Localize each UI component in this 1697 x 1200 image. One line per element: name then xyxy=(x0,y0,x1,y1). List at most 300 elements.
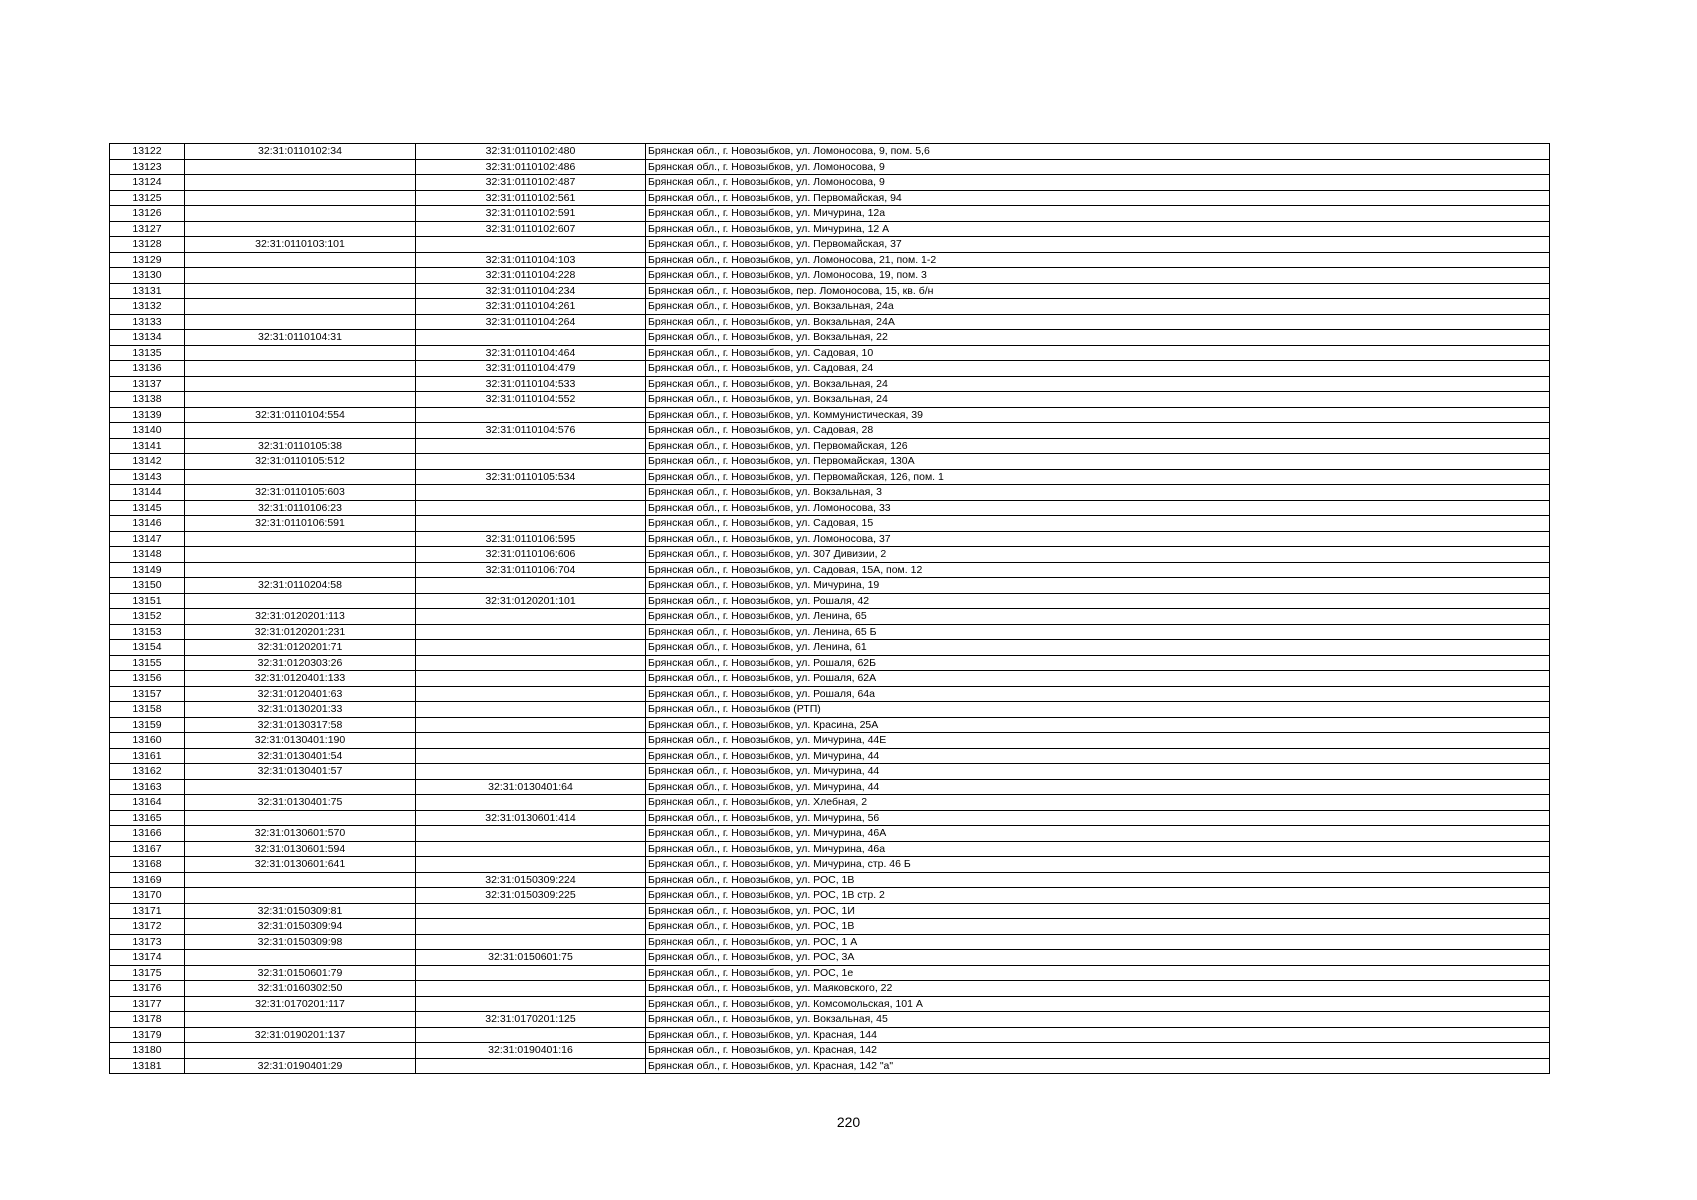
cadastral-number-cell: 32:31:0110104:31 xyxy=(185,330,416,346)
object-cadastral-number-cell xyxy=(416,500,646,516)
cadastral-number-cell xyxy=(185,376,416,392)
cadastral-number-cell xyxy=(185,345,416,361)
object-cadastral-number-cell: 32:31:0110102:591 xyxy=(416,206,646,222)
object-cadastral-number-cell: 32:31:0110106:704 xyxy=(416,562,646,578)
row-number-cell: 13139 xyxy=(110,407,185,423)
object-cadastral-number-cell: 32:31:0110106:606 xyxy=(416,547,646,563)
table-row xyxy=(110,981,1550,997)
table-row xyxy=(110,795,1550,811)
row-number-cell: 13151 xyxy=(110,593,185,609)
cadastral-number-cell xyxy=(185,888,416,904)
address-cell: Брянская обл., г. Новозыбков, ул. Садовая, 28 xyxy=(646,423,1550,439)
address-cell: Брянская обл., г. Новозыбков, ул. Рошаля, 64а xyxy=(646,686,1550,702)
address-cell: Брянская обл., г. Новозыбков, ул. Ломоносова, 21, пом. 1-2 xyxy=(646,252,1550,268)
object-cadastral-number-cell xyxy=(416,438,646,454)
cadastral-number-cell xyxy=(185,283,416,299)
address-cell: Брянская обл., г. Новозыбков, ул. Первомайская, 126 xyxy=(646,438,1550,454)
row-number-cell: 13159 xyxy=(110,717,185,733)
address-cell: Брянская обл., г. Новозыбков, ул. Красная, 144 xyxy=(646,1027,1550,1043)
object-cadastral-number-cell xyxy=(416,965,646,981)
table-row xyxy=(110,733,1550,749)
address-cell: Брянская обл., г. Новозыбков, ул. Ломоносова, 9 xyxy=(646,159,1550,175)
address-cell: Брянская обл., г. Новозыбков, ул. Мичурина, стр. 46 Б xyxy=(646,857,1550,873)
object-cadastral-number-cell xyxy=(416,1058,646,1074)
address-cell: Брянская обл., г. Новозыбков, ул. Вокзальная, 3 xyxy=(646,485,1550,501)
cadastral-number-cell xyxy=(185,392,416,408)
object-cadastral-number-cell xyxy=(416,407,646,423)
row-number-cell: 13176 xyxy=(110,981,185,997)
row-number-cell: 13124 xyxy=(110,175,185,191)
cadastral-number-cell: 32:31:0130601:641 xyxy=(185,857,416,873)
table-row xyxy=(110,841,1550,857)
cadastral-number-cell: 32:31:0170201:117 xyxy=(185,996,416,1012)
row-number-cell: 13136 xyxy=(110,361,185,377)
row-number-cell: 13146 xyxy=(110,516,185,532)
address-cell: Брянская обл., г. Новозыбков, ул. Первомайская, 37 xyxy=(646,237,1550,253)
row-number-cell: 13175 xyxy=(110,965,185,981)
cadastral-number-cell: 32:31:0130601:594 xyxy=(185,841,416,857)
table-row xyxy=(110,454,1550,470)
table-row xyxy=(110,252,1550,268)
table-row xyxy=(110,671,1550,687)
object-cadastral-number-cell xyxy=(416,764,646,780)
object-cadastral-number-cell xyxy=(416,934,646,950)
object-cadastral-number-cell: 32:31:0130601:414 xyxy=(416,810,646,826)
cadastral-number-cell xyxy=(185,252,416,268)
address-cell: Брянская обл., г. Новозыбков, ул. Вокзальная, 24А xyxy=(646,314,1550,330)
cadastral-number-cell: 32:31:0110106:591 xyxy=(185,516,416,532)
table-row xyxy=(110,702,1550,718)
address-cell: Брянская обл., г. Новозыбков, ул. Мичурина, 44Е xyxy=(646,733,1550,749)
cadastral-number-cell: 32:31:0110106:23 xyxy=(185,500,416,516)
table-row xyxy=(110,919,1550,935)
page-number: 220 xyxy=(836,1114,861,1130)
cadastral-number-cell: 32:31:0110103:101 xyxy=(185,237,416,253)
registry-table-body xyxy=(110,144,1550,1074)
row-number-cell: 13170 xyxy=(110,888,185,904)
row-number-cell: 13141 xyxy=(110,438,185,454)
table-row xyxy=(110,190,1550,206)
object-cadastral-number-cell: 32:31:0110104:103 xyxy=(416,252,646,268)
table-row xyxy=(110,438,1550,454)
row-number-cell: 13148 xyxy=(110,547,185,563)
object-cadastral-number-cell: 32:31:0150309:224 xyxy=(416,872,646,888)
table-row xyxy=(110,903,1550,919)
object-cadastral-number-cell xyxy=(416,1027,646,1043)
cadastral-number-cell: 32:31:0130401:54 xyxy=(185,748,416,764)
address-cell: Брянская обл., г. Новозыбков, пер. Ломоносова, 15, кв. б/н xyxy=(646,283,1550,299)
cadastral-number-cell xyxy=(185,268,416,284)
row-number-cell: 13134 xyxy=(110,330,185,346)
table-row xyxy=(110,1058,1550,1074)
cadastral-number-cell xyxy=(185,159,416,175)
object-cadastral-number-cell xyxy=(416,795,646,811)
object-cadastral-number-cell xyxy=(416,733,646,749)
table-row xyxy=(110,1043,1550,1059)
cadastral-number-cell: 32:31:0150601:79 xyxy=(185,965,416,981)
row-number-cell: 13166 xyxy=(110,826,185,842)
row-number-cell: 13132 xyxy=(110,299,185,315)
row-number-cell: 13135 xyxy=(110,345,185,361)
row-number-cell: 13180 xyxy=(110,1043,185,1059)
row-number-cell: 13127 xyxy=(110,221,185,237)
address-cell: Брянская обл., г. Новозыбков, ул. РОС, 3А xyxy=(646,950,1550,966)
cadastral-number-cell: 32:31:0150309:81 xyxy=(185,903,416,919)
object-cadastral-number-cell xyxy=(416,857,646,873)
address-cell: Брянская обл., г. Новозыбков, ул. Мичурина, 46а xyxy=(646,841,1550,857)
cadastral-number-cell xyxy=(185,531,416,547)
object-cadastral-number-cell xyxy=(416,237,646,253)
cadastral-number-cell: 32:31:0110105:38 xyxy=(185,438,416,454)
address-cell: Брянская обл., г. Новозыбков, ул. Мичурина, 56 xyxy=(646,810,1550,826)
address-cell: Брянская обл., г. Новозыбков, ул. Мичурина, 12а xyxy=(646,206,1550,222)
cadastral-number-cell: 32:31:0150309:94 xyxy=(185,919,416,935)
row-number-cell: 13130 xyxy=(110,268,185,284)
object-cadastral-number-cell xyxy=(416,996,646,1012)
address-cell: Брянская обл., г. Новозыбков, ул. Красина, 25А xyxy=(646,717,1550,733)
object-cadastral-number-cell: 32:31:0150309:225 xyxy=(416,888,646,904)
object-cadastral-number-cell xyxy=(416,485,646,501)
cadastral-number-cell xyxy=(185,206,416,222)
address-cell: Брянская обл., г. Новозыбков, ул. Мичурина, 19 xyxy=(646,578,1550,594)
table-row xyxy=(110,593,1550,609)
row-number-cell: 13137 xyxy=(110,376,185,392)
cadastral-number-cell: 32:31:0130201:33 xyxy=(185,702,416,718)
table-row xyxy=(110,268,1550,284)
address-cell: Брянская обл., г. Новозыбков, ул. РОС, 1В xyxy=(646,872,1550,888)
address-cell: Брянская обл., г. Новозыбков, ул. Ломоносова, 33 xyxy=(646,500,1550,516)
row-number-cell: 13167 xyxy=(110,841,185,857)
table-row xyxy=(110,950,1550,966)
address-cell: Брянская обл., г. Новозыбков, ул. Садовая, 15 xyxy=(646,516,1550,532)
address-cell: Брянская обл., г. Новозыбков, ул. Мичурина, 44 xyxy=(646,748,1550,764)
object-cadastral-number-cell: 32:31:0150601:75 xyxy=(416,950,646,966)
cadastral-number-cell: 32:31:0120201:71 xyxy=(185,640,416,656)
cadastral-number-cell xyxy=(185,547,416,563)
cadastral-number-cell: 32:31:0110104:554 xyxy=(185,407,416,423)
table-row xyxy=(110,779,1550,795)
table-row xyxy=(110,686,1550,702)
table-row xyxy=(110,485,1550,501)
cadastral-number-cell xyxy=(185,175,416,191)
object-cadastral-number-cell xyxy=(416,609,646,625)
row-number-cell: 13122 xyxy=(110,144,185,160)
address-cell: Брянская обл., г. Новозыбков, ул. Рошаля, 42 xyxy=(646,593,1550,609)
row-number-cell: 13142 xyxy=(110,454,185,470)
row-number-cell: 13140 xyxy=(110,423,185,439)
object-cadastral-number-cell xyxy=(416,981,646,997)
object-cadastral-number-cell xyxy=(416,826,646,842)
row-number-cell: 13154 xyxy=(110,640,185,656)
object-cadastral-number-cell: 32:31:0120201:101 xyxy=(416,593,646,609)
address-cell: Брянская обл., г. Новозыбков, ул. Садовая, 10 xyxy=(646,345,1550,361)
address-cell: Брянская обл., г. Новозыбков, ул. Вокзальная, 24 xyxy=(646,376,1550,392)
address-cell: Брянская обл., г. Новозыбков (РТП) xyxy=(646,702,1550,718)
cadastral-number-cell xyxy=(185,423,416,439)
table-row xyxy=(110,640,1550,656)
table-row xyxy=(110,361,1550,377)
row-number-cell: 13143 xyxy=(110,469,185,485)
row-number-cell: 13152 xyxy=(110,609,185,625)
object-cadastral-number-cell: 32:31:0110104:479 xyxy=(416,361,646,377)
table-row xyxy=(110,407,1550,423)
table-row xyxy=(110,299,1550,315)
row-number-cell: 13177 xyxy=(110,996,185,1012)
object-cadastral-number-cell: 32:31:0110102:561 xyxy=(416,190,646,206)
row-number-cell: 13168 xyxy=(110,857,185,873)
table-row xyxy=(110,345,1550,361)
row-number-cell: 13150 xyxy=(110,578,185,594)
cadastral-number-cell: 32:31:0130401:75 xyxy=(185,795,416,811)
table-row xyxy=(110,423,1550,439)
cadastral-number-cell: 32:31:0110204:58 xyxy=(185,578,416,594)
object-cadastral-number-cell xyxy=(416,702,646,718)
table-row xyxy=(110,655,1550,671)
table-row xyxy=(110,1012,1550,1028)
table-row xyxy=(110,175,1550,191)
table-row xyxy=(110,159,1550,175)
object-cadastral-number-cell xyxy=(416,903,646,919)
row-number-cell: 13133 xyxy=(110,314,185,330)
cadastral-number-cell: 32:31:0130317:58 xyxy=(185,717,416,733)
address-cell: Брянская обл., г. Новозыбков, ул. Мичурина, 46А xyxy=(646,826,1550,842)
cadastral-number-cell: 32:31:0110105:603 xyxy=(185,485,416,501)
table-row xyxy=(110,283,1550,299)
row-number-cell: 13165 xyxy=(110,810,185,826)
object-cadastral-number-cell xyxy=(416,640,646,656)
object-cadastral-number-cell xyxy=(416,748,646,764)
row-number-cell: 13153 xyxy=(110,624,185,640)
object-cadastral-number-cell: 32:31:0190401:16 xyxy=(416,1043,646,1059)
object-cadastral-number-cell: 32:31:0110104:533 xyxy=(416,376,646,392)
row-number-cell: 13181 xyxy=(110,1058,185,1074)
row-number-cell: 13129 xyxy=(110,252,185,268)
address-cell: Брянская обл., г. Новозыбков, ул. Рошаля, 62Б xyxy=(646,655,1550,671)
table-row xyxy=(110,547,1550,563)
object-cadastral-number-cell: 32:31:0130401:64 xyxy=(416,779,646,795)
cadastral-number-cell: 32:31:0130401:57 xyxy=(185,764,416,780)
address-cell: Брянская обл., г. Новозыбков, ул. Ленина, 65 Б xyxy=(646,624,1550,640)
address-cell: Брянская обл., г. Новозыбков, ул. Вокзальная, 24 xyxy=(646,392,1550,408)
registry-table xyxy=(109,143,1550,1074)
cadastral-number-cell xyxy=(185,190,416,206)
table-row xyxy=(110,206,1550,222)
cadastral-number-cell: 32:31:0130401:190 xyxy=(185,733,416,749)
row-number-cell: 13161 xyxy=(110,748,185,764)
row-number-cell: 13171 xyxy=(110,903,185,919)
address-cell: Брянская обл., г. Новозыбков, ул. Красная, 142 xyxy=(646,1043,1550,1059)
cadastral-number-cell xyxy=(185,593,416,609)
address-cell: Брянская обл., г. Новозыбков, ул. Ломоносова, 37 xyxy=(646,531,1550,547)
object-cadastral-number-cell xyxy=(416,671,646,687)
cadastral-number-cell xyxy=(185,810,416,826)
object-cadastral-number-cell xyxy=(416,717,646,733)
table-row xyxy=(110,221,1550,237)
row-number-cell: 13172 xyxy=(110,919,185,935)
object-cadastral-number-cell: 32:31:0110102:607 xyxy=(416,221,646,237)
object-cadastral-number-cell: 32:31:0110104:576 xyxy=(416,423,646,439)
address-cell: Брянская обл., г. Новозыбков, ул. Мичурина, 44 xyxy=(646,764,1550,780)
cadastral-number-cell xyxy=(185,469,416,485)
address-cell: Брянская обл., г. Новозыбков, ул. Первомайская, 94 xyxy=(646,190,1550,206)
row-number-cell: 13145 xyxy=(110,500,185,516)
address-cell: Брянская обл., г. Новозыбков, ул. Вокзальная, 22 xyxy=(646,330,1550,346)
table-row xyxy=(110,965,1550,981)
table-row xyxy=(110,376,1550,392)
cadastral-number-cell: 32:31:0120401:133 xyxy=(185,671,416,687)
table-row xyxy=(110,314,1550,330)
address-cell: Брянская обл., г. Новозыбков, ул. Первомайская, 126, пом. 1 xyxy=(646,469,1550,485)
cadastral-number-cell xyxy=(185,950,416,966)
object-cadastral-number-cell: 32:31:0110106:595 xyxy=(416,531,646,547)
row-number-cell: 13163 xyxy=(110,779,185,795)
cadastral-number-cell: 32:31:0160302:50 xyxy=(185,981,416,997)
row-number-cell: 13156 xyxy=(110,671,185,687)
object-cadastral-number-cell: 32:31:0110102:487 xyxy=(416,175,646,191)
row-number-cell: 13126 xyxy=(110,206,185,222)
address-cell: Брянская обл., г. Новозыбков, ул. Мичурина, 12 А xyxy=(646,221,1550,237)
row-number-cell: 13138 xyxy=(110,392,185,408)
object-cadastral-number-cell xyxy=(416,919,646,935)
table-row xyxy=(110,624,1550,640)
cadastral-number-cell: 32:31:0120201:231 xyxy=(185,624,416,640)
object-cadastral-number-cell xyxy=(416,330,646,346)
object-cadastral-number-cell: 32:31:0110104:552 xyxy=(416,392,646,408)
cadastral-number-cell: 32:31:0190401:29 xyxy=(185,1058,416,1074)
table-row xyxy=(110,609,1550,625)
address-cell: Брянская обл., г. Новозыбков, ул. РОС, 1В xyxy=(646,919,1550,935)
table-row xyxy=(110,578,1550,594)
row-number-cell: 13178 xyxy=(110,1012,185,1028)
table-row xyxy=(110,330,1550,346)
address-cell: Брянская обл., г. Новозыбков, ул. Маяковского, 22 xyxy=(646,981,1550,997)
address-cell: Брянская обл., г. Новозыбков, ул. Вокзальная, 24а xyxy=(646,299,1550,315)
object-cadastral-number-cell: 32:31:0110102:486 xyxy=(416,159,646,175)
table-row xyxy=(110,237,1550,253)
object-cadastral-number-cell: 32:31:0110105:534 xyxy=(416,469,646,485)
row-number-cell: 13125 xyxy=(110,190,185,206)
row-number-cell: 13160 xyxy=(110,733,185,749)
table-row xyxy=(110,857,1550,873)
address-cell: Брянская обл., г. Новозыбков, ул. Первомайская, 130А xyxy=(646,454,1550,470)
table-row xyxy=(110,500,1550,516)
table-row xyxy=(110,888,1550,904)
table-row xyxy=(110,872,1550,888)
object-cadastral-number-cell: 32:31:0110104:264 xyxy=(416,314,646,330)
cadastral-number-cell: 32:31:0150309:98 xyxy=(185,934,416,950)
object-cadastral-number-cell xyxy=(416,686,646,702)
object-cadastral-number-cell: 32:31:0110104:234 xyxy=(416,283,646,299)
row-number-cell: 13157 xyxy=(110,686,185,702)
address-cell: Брянская обл., г. Новозыбков, ул. Коммунистическая, 39 xyxy=(646,407,1550,423)
table-row xyxy=(110,810,1550,826)
row-number-cell: 13169 xyxy=(110,872,185,888)
object-cadastral-number-cell: 32:31:0110104:464 xyxy=(416,345,646,361)
row-number-cell: 13179 xyxy=(110,1027,185,1043)
cadastral-number-cell xyxy=(185,1012,416,1028)
address-cell: Брянская обл., г. Новозыбков, ул. 307 Дивизии, 2 xyxy=(646,547,1550,563)
table-row xyxy=(110,562,1550,578)
cadastral-number-cell: 32:31:0190201:137 xyxy=(185,1027,416,1043)
object-cadastral-number-cell xyxy=(416,454,646,470)
cadastral-number-cell xyxy=(185,314,416,330)
address-cell: Брянская обл., г. Новозыбков, ул. Мичурина, 44 xyxy=(646,779,1550,795)
cadastral-number-cell xyxy=(185,872,416,888)
cadastral-number-cell xyxy=(185,1043,416,1059)
table-row xyxy=(110,764,1550,780)
cadastral-number-cell: 32:31:0130601:570 xyxy=(185,826,416,842)
cadastral-number-cell: 32:31:0110102:34 xyxy=(185,144,416,160)
row-number-cell: 13162 xyxy=(110,764,185,780)
table-row xyxy=(110,392,1550,408)
row-number-cell: 13174 xyxy=(110,950,185,966)
table-row xyxy=(110,826,1550,842)
object-cadastral-number-cell: 32:31:0170201:125 xyxy=(416,1012,646,1028)
address-cell: Брянская обл., г. Новозыбков, ул. Ленина, 61 xyxy=(646,640,1550,656)
row-number-cell: 13149 xyxy=(110,562,185,578)
object-cadastral-number-cell xyxy=(416,624,646,640)
row-number-cell: 13155 xyxy=(110,655,185,671)
object-cadastral-number-cell: 32:31:0110104:261 xyxy=(416,299,646,315)
row-number-cell: 13128 xyxy=(110,237,185,253)
cadastral-number-cell xyxy=(185,361,416,377)
address-cell: Брянская обл., г. Новозыбков, ул. РОС, 1 А xyxy=(646,934,1550,950)
address-cell: Брянская обл., г. Новозыбков, ул. Ленина, 65 xyxy=(646,609,1550,625)
row-number-cell: 13158 xyxy=(110,702,185,718)
row-number-cell: 13173 xyxy=(110,934,185,950)
address-cell: Брянская обл., г. Новозыбков, ул. Рошаля, 62А xyxy=(646,671,1550,687)
cadastral-number-cell: 32:31:0120401:63 xyxy=(185,686,416,702)
object-cadastral-number-cell xyxy=(416,841,646,857)
address-cell: Брянская обл., г. Новозыбков, ул. Вокзальная, 45 xyxy=(646,1012,1550,1028)
object-cadastral-number-cell xyxy=(416,516,646,532)
table-row xyxy=(110,469,1550,485)
row-number-cell: 13164 xyxy=(110,795,185,811)
address-cell: Брянская обл., г. Новозыбков, ул. Ломоносова, 9 xyxy=(646,175,1550,191)
address-cell: Брянская обл., г. Новозыбков, ул. РОС, 1И xyxy=(646,903,1550,919)
table-row xyxy=(110,748,1550,764)
table-row xyxy=(110,996,1550,1012)
address-cell: Брянская обл., г. Новозыбков, ул. Садовая, 24 xyxy=(646,361,1550,377)
address-cell: Брянская обл., г. Новозыбков, ул. Ломоносова, 9, пом. 5,6 xyxy=(646,144,1550,160)
row-number-cell: 13131 xyxy=(110,283,185,299)
cadastral-number-cell: 32:31:0120201:113 xyxy=(185,609,416,625)
table-row xyxy=(110,717,1550,733)
address-cell: Брянская обл., г. Новозыбков, ул. РОС, 1В стр. 2 xyxy=(646,888,1550,904)
address-cell: Брянская обл., г. Новозыбков, ул. Садовая, 15А, пом. 12 xyxy=(646,562,1550,578)
cadastral-number-cell xyxy=(185,779,416,795)
address-cell: Брянская обл., г. Новозыбков, ул. Комсомольская, 101 А xyxy=(646,996,1550,1012)
cadastral-number-cell xyxy=(185,299,416,315)
cadastral-number-cell xyxy=(185,562,416,578)
object-cadastral-number-cell: 32:31:0110102:480 xyxy=(416,144,646,160)
address-cell: Брянская обл., г. Новозыбков, ул. Красная, 142 "а" xyxy=(646,1058,1550,1074)
address-cell: Брянская обл., г. Новозыбков, ул. Хлебная, 2 xyxy=(646,795,1550,811)
table-row xyxy=(110,516,1550,532)
row-number-cell: 13147 xyxy=(110,531,185,547)
cadastral-number-cell: 32:31:0120303:26 xyxy=(185,655,416,671)
object-cadastral-number-cell: 32:31:0110104:228 xyxy=(416,268,646,284)
address-cell: Брянская обл., г. Новозыбков, ул. РОС, 1е xyxy=(646,965,1550,981)
table-row xyxy=(110,1027,1550,1043)
table-row xyxy=(110,934,1550,950)
row-number-cell: 13123 xyxy=(110,159,185,175)
cadastral-number-cell: 32:31:0110105:512 xyxy=(185,454,416,470)
table-row xyxy=(110,144,1550,160)
object-cadastral-number-cell xyxy=(416,578,646,594)
address-cell: Брянская обл., г. Новозыбков, ул. Ломоносова, 19, пом. 3 xyxy=(646,268,1550,284)
row-number-cell: 13144 xyxy=(110,485,185,501)
